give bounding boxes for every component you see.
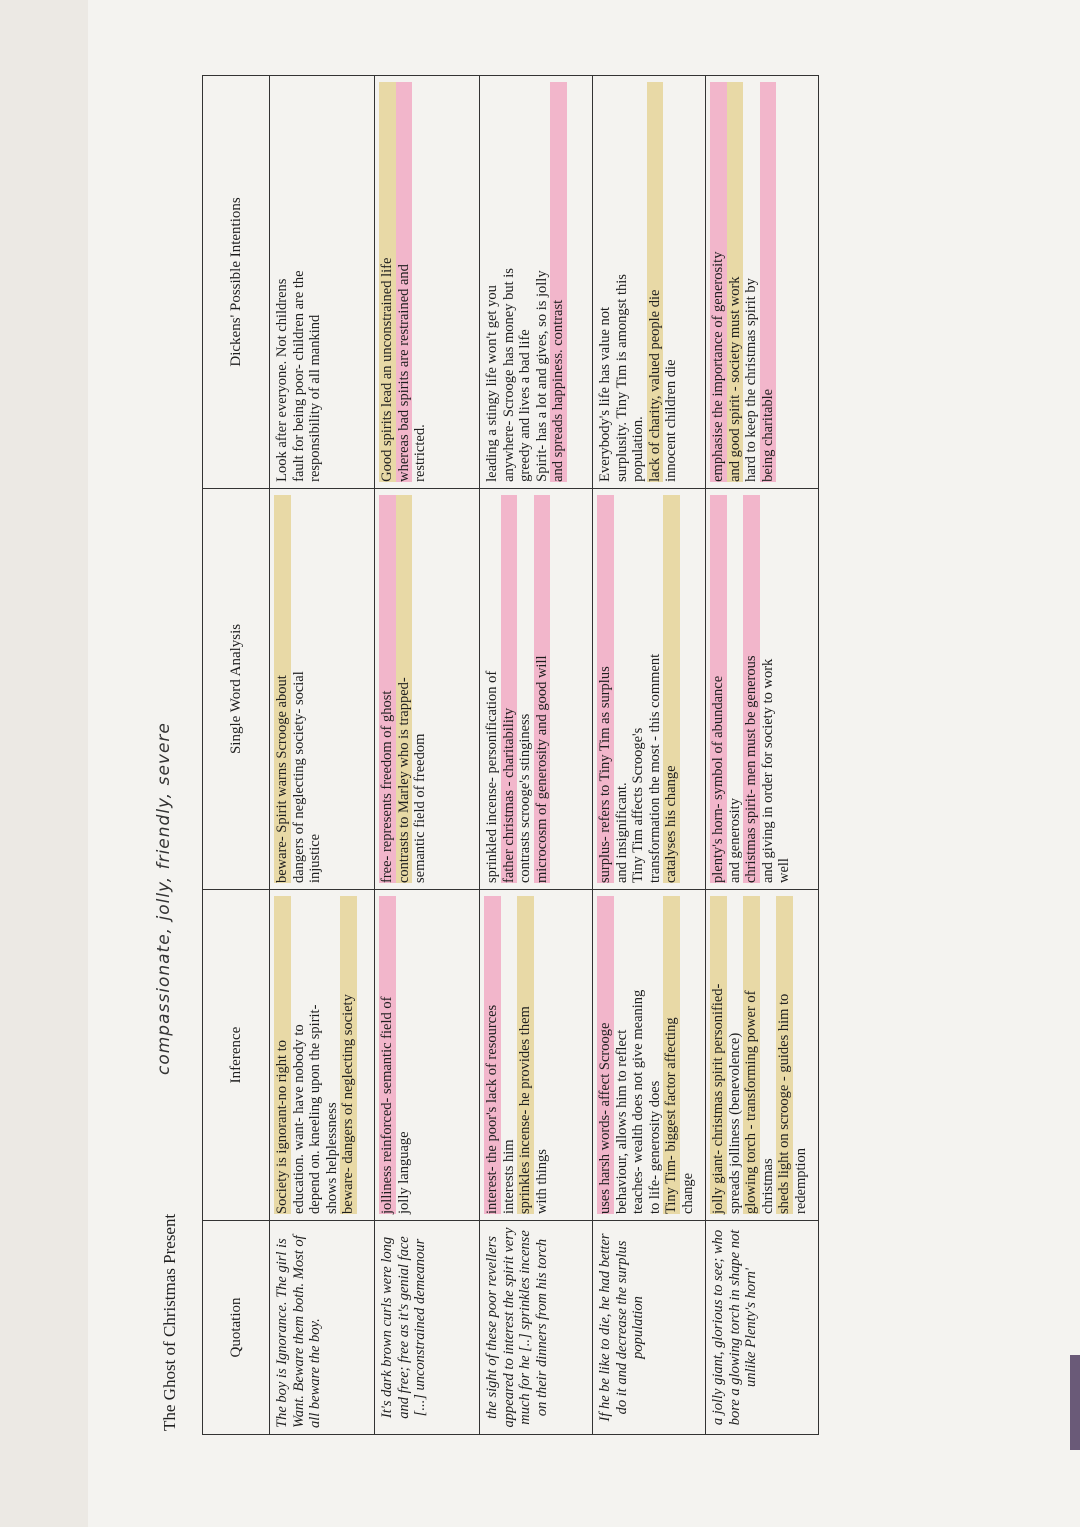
inference-line: interests him	[500, 1139, 517, 1214]
analysis-line: and insignificant.	[613, 782, 630, 884]
analysis-cell	[375, 488, 480, 889]
intentions-cell	[480, 76, 593, 489]
intentions-line: being charitable	[760, 82, 777, 482]
inference-line: christmas	[759, 1158, 776, 1214]
quotation-cell: the sight of these poor revellers appeared to interest the spirit very much for he [..] sprinkles incense on their dinners from his torch	[480, 1220, 593, 1434]
inference-line: sprinkles incense- he provides them	[517, 896, 534, 1214]
inference-line: to life- generosity does	[646, 1080, 663, 1214]
analysis-line: and giving in order for society to work	[759, 658, 776, 884]
inference-cell	[480, 890, 593, 1221]
analysis-line: dangers of neglecting society- social	[290, 671, 307, 884]
inference-line: beware- dangers of neglecting society	[340, 896, 357, 1214]
intentions-cell	[375, 76, 480, 489]
analysis-cell	[480, 488, 593, 889]
background-strip	[0, 0, 88, 1527]
analysis-line: Tiny Tim affects Scrooge's	[630, 727, 646, 884]
analysis-line: sprinkled incense- personification of	[484, 670, 500, 884]
header-quotation: Quotation	[203, 1220, 270, 1434]
page-title: The Ghost of Christmas Present	[160, 1213, 179, 1431]
intentions-cell	[593, 76, 706, 489]
rotated-document	[140, 35, 940, 1435]
intentions-line: Look after everyone. Not childrens	[274, 278, 290, 482]
inference-line: behaviour, allows him to reflect	[613, 1029, 630, 1214]
table-row	[706, 76, 819, 1435]
handwritten-note: compassionate, jolly, friendly, severe	[154, 722, 174, 1075]
analysis-line: semantic field of freedom	[412, 733, 428, 884]
quotation-cell: It's dark brown curls were long and free; free as it's genial face [...] unconstrained demeanour	[375, 1220, 480, 1434]
table-row	[480, 76, 593, 1435]
analysis-cell	[593, 488, 706, 889]
intentions-line: restricted.	[412, 424, 428, 482]
header-intentions: Dickens' Possible Intentions	[203, 76, 270, 489]
intentions-cell	[270, 76, 375, 489]
intentions-line: innocent children die	[663, 359, 679, 482]
inference-line: depend on. kneeling upon the spirit-	[307, 1004, 323, 1214]
analysis-line: transformation the most - this comment	[646, 653, 663, 884]
intentions-line: lack of charity, valued people die	[647, 82, 664, 482]
inference-line: Society is ignorant-no right to	[274, 896, 291, 1214]
analysis-line: beware- Spirit warns Scrooge about	[274, 495, 291, 883]
inference-line: jolliness reinforced- semantic field of	[379, 896, 396, 1214]
header-analysis: Single Word Analysis	[203, 488, 270, 889]
analysis-line: injustice	[307, 833, 323, 884]
inference-line: jolly giant- christmas spirit personified-	[710, 896, 727, 1214]
analysis-line: well	[776, 858, 792, 884]
inference-line: with things	[533, 1149, 550, 1214]
header-inference: Inference	[203, 890, 270, 1221]
intentions-line: fault for being poor- children are the	[290, 270, 307, 482]
intentions-line: surplusity. Tiny Tim is amongst this	[613, 274, 630, 482]
intentions-line: emphasise the importance of generosity	[710, 82, 727, 482]
quotation-cell: The boy is Ignorance. The girl is Want. Beware them both. Most of all beware the boy.	[270, 1220, 375, 1434]
binder-edge	[1070, 1355, 1080, 1450]
intentions-line: and good spirit - society must work	[727, 82, 744, 482]
inference-line: teaches- wealth does not give meaning	[630, 989, 646, 1214]
inference-line: redemption	[792, 1147, 809, 1214]
intentions-line: population.	[630, 416, 646, 482]
analysis-line: father christmas - charitability	[501, 495, 518, 883]
analysis-line: contrasts to Marley who is trapped-	[396, 495, 413, 883]
intentions-line: hard to keep the christmas spirit by	[743, 278, 759, 482]
intentions-line: and spreads happiness. contrast	[550, 82, 567, 482]
inference-line: Tiny Tim- biggest factor affecting	[663, 896, 680, 1214]
analysis-line: contrasts scrooge's stinginess	[517, 713, 533, 884]
analysis-line: surplus- refers to Tiny Tim as surplus	[597, 495, 614, 883]
table-row	[375, 76, 480, 1435]
quotation-cell: a jolly giant, glorious to see; who bore a glowing torch in shape not unlike Plenty's horn'	[706, 1220, 819, 1434]
intentions-line: leading a stingy life won't get you	[484, 285, 500, 482]
analysis-line: plenty's horn- symbol of abundance	[710, 495, 727, 883]
intentions-line: Good spirits lead an unconstrained life	[379, 82, 396, 482]
header-row	[203, 76, 270, 1435]
analysis-line: christmas spirit- men must be generous	[743, 495, 760, 883]
table-row	[270, 76, 375, 1435]
intentions-cell	[706, 76, 819, 489]
intentions-line: whereas bad spirits are restrained and	[396, 82, 413, 482]
inference-line: uses harsh words- affect Scrooge	[597, 896, 614, 1214]
inference-line: sheds light on scrooge - guides him to	[776, 896, 793, 1214]
inference-line: interest- the poor's lack of resources	[484, 896, 501, 1214]
intentions-line: Everybody's life has value not	[597, 306, 613, 482]
analysis-cell	[706, 488, 819, 889]
intentions-line: anywhere- Scrooge has money but is	[500, 268, 517, 482]
table-row	[593, 76, 706, 1435]
intentions-line: greedy and lives a bad life	[517, 329, 533, 482]
analysis-cell	[270, 488, 375, 889]
quotation-cell: If he be like to die, he had better do it and decrease the surplus population	[593, 1220, 706, 1434]
title-row	[140, 35, 200, 1435]
analysis-line: free- represents freedom of ghost	[379, 495, 396, 883]
analysis-table	[202, 75, 819, 1435]
inference-line: education. want- have nobody to	[290, 1024, 307, 1214]
analysis-line: and generosity	[726, 798, 743, 884]
inference-cell	[593, 890, 706, 1221]
inference-line: spreads jolliness (benevolence)	[726, 1032, 743, 1214]
inference-cell	[375, 890, 480, 1221]
inference-line: jolly language	[395, 1131, 412, 1214]
analysis-line: catalyses his change	[663, 495, 680, 883]
inference-cell	[270, 890, 375, 1221]
intentions-line: Spirit- has a lot and gives, so is jolly	[533, 270, 550, 482]
analysis-line: microcosm of generosity and good will	[534, 495, 551, 883]
inference-line: glowing torch - transforming power of	[743, 896, 760, 1214]
intentions-line: responsibility of all mankind	[307, 314, 323, 482]
inference-line: shows helplessness	[323, 1102, 340, 1214]
inference-line: change	[679, 1172, 696, 1214]
inference-cell	[706, 890, 819, 1221]
